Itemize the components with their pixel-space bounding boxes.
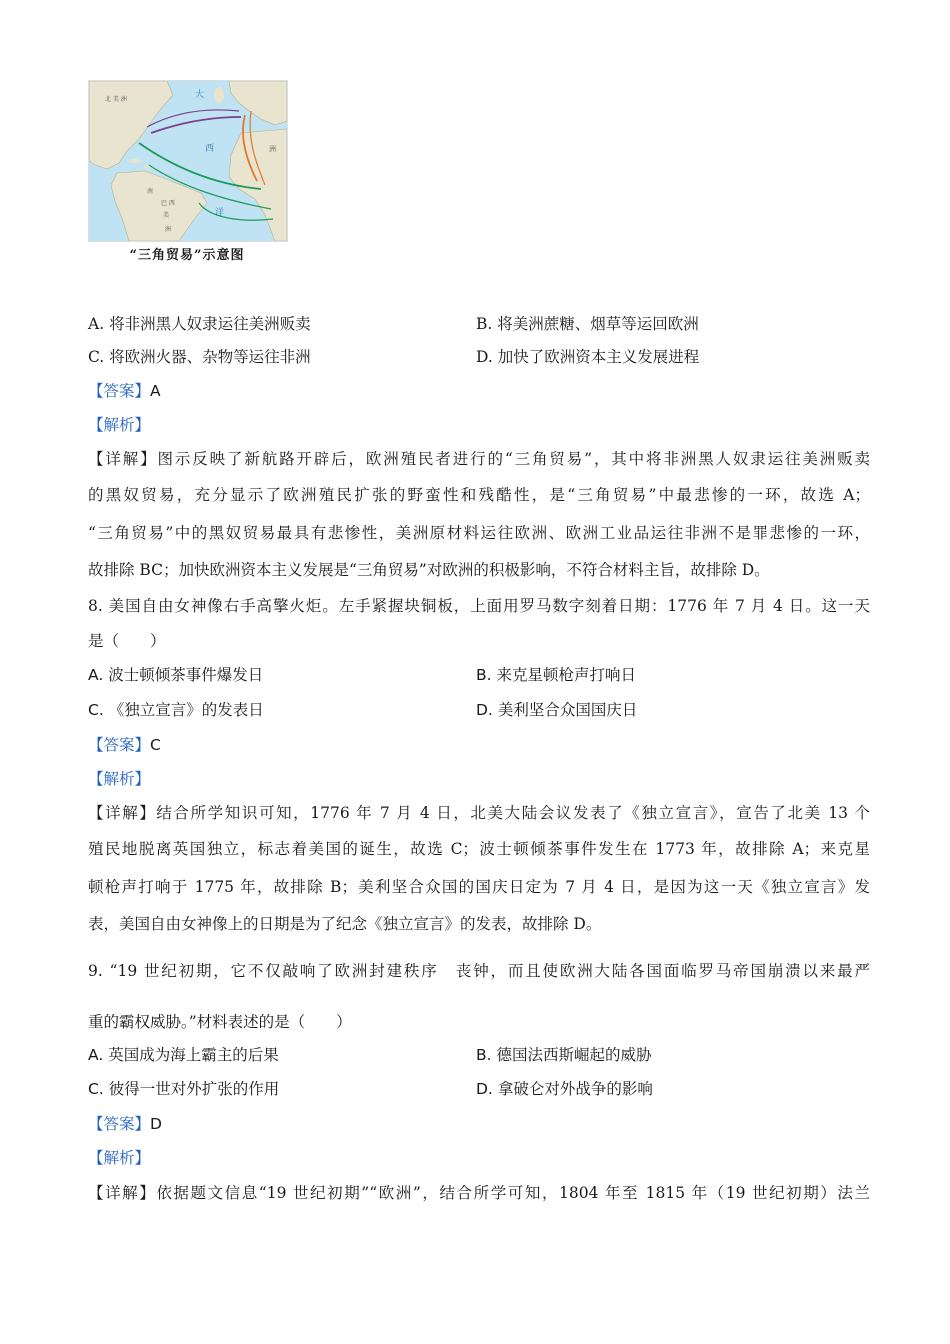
q9-option-c: C. 彼得一世对外扩张的作用 [88,1080,280,1098]
map-label-south-america-3: 洲 [165,226,172,233]
map-label-south-america-1: 南 [147,188,154,195]
q7-detail-line-3: “三角贸易”中的黑奴贸易最具有悲惨性，美洲原材料运往欧洲、欧洲工业品运往非洲不是罪悲惨的一环， [88,524,870,542]
q8-analysis: 【解析】 [88,770,151,788]
q9-detail-line-1: 【详解】依据题文信息“19 世纪初期”“欧洲”，结合所学可知，1804 年至 1815 年（19 世纪初期）法兰 [88,1184,870,1202]
triangle-trade-map [88,80,288,242]
q9-option-b: B. 德国法西斯崛起的威胁 [476,1046,652,1064]
q8-option-a: A. 波士顿倾茶事件爆发日 [88,666,264,684]
q8-answer: 【答案】C [88,736,161,754]
q8-detail-line-2: 殖民地脱离英国独立，标志着美国的诞生，故选 C；波士顿倾茶事件发生在 1773 年，故排除 A；来克星 [88,840,870,858]
map-label-north-america: 北 美 洲 [105,96,127,103]
britain-land [214,87,224,103]
q9-analysis: 【解析】 [88,1149,151,1167]
q8-option-b: B. 来克星顿枪声打响日 [476,666,637,684]
q8-stem-line-2: 是（ ） [88,632,166,650]
q7-detail-line-1: 【详解】图示反映了新航路开辟后，欧洲殖民者进行的“三角贸易”，其中将非洲黑人奴隶运往美洲贩卖 [88,450,870,468]
q8-detail-line-4: 表，美国自由女神像上的日期是为了纪念《独立宣言》的发表，故排除 D。 [88,915,602,933]
q7-option-b: B. 将美洲蔗糖、烟草等运回欧洲 [476,315,699,333]
map-caption: “三角贸易”示意图 [129,248,245,263]
q9-stem-line-2: 重的霸权威胁。”材料表述的是（ ） [88,1013,352,1031]
q8-detail-line-3: 顿枪声打响于 1775 年，故排除 B；美利坚合众国的国庆日定为 7 月 4 日，是因为这一天《独立宣言》发 [88,878,870,896]
map-label-atlantic-1: 大 [195,90,205,100]
q7-option-d: D. 加快了欧洲资本主义发展进程 [476,348,700,366]
map-label-south-america-2: 美 [163,212,170,219]
q8-stem-line-1: 8. 美国自由女神像右手高擎火炬。左手紧握块铜板，上面用罗马数字刻着日期：1776 年 7 月 4 日。这一天 [88,597,870,615]
q9-stem-line-1: 9. “19 世纪初期，它不仅敲响了欧洲封建秩序 丧钟，而且使欧洲大陆各国面临罗马帝国崩溃以来最严 [88,962,870,980]
map-label-atlantic-3: 洋 [215,208,225,218]
map-svg [89,81,287,241]
q7-detail-line-4: 故排除 BC；加快欧洲资本主义发展是“三角贸易”对欧洲的积极影响，不符合材料主旨，故排除 D。 [88,561,770,579]
caribbean-island [128,159,142,163]
map-label-brazil: 巴 西 [161,200,175,207]
map-label-africa: 洲 [269,145,276,153]
q9-answer: 【答案】D [88,1115,162,1133]
q8-option-d: D. 美利坚合众国国庆日 [476,701,638,719]
q9-option-a: A. 英国成为海上霸主的后果 [88,1046,279,1064]
q7-analysis: 【解析】 [88,416,151,434]
q9-option-d: D. 拿破仑对外战争的影响 [476,1080,653,1098]
q7-answer: 【答案】A [88,382,161,400]
q7-detail-line-2: 的黑奴贸易，充分显示了欧洲殖民扩张的野蛮性和残酷性，是“三角贸易”中最悲惨的一环，故选 A； [88,486,870,504]
q8-detail-line-1: 【详解】结合所学知识可知，1776 年 7 月 4 日，北美大陆会议发表了《独立宣言》，宣告了北美 13 个 [88,804,870,822]
q7-option-a: A. 将非洲黑人奴隶运往美洲贩卖 [88,315,311,333]
map-label-atlantic-2: 西 [205,144,215,154]
q8-option-c: C. 《独立宣言》的发表日 [88,701,264,719]
q7-option-c: C. 将欧洲火器、杂物等运往非洲 [88,348,311,366]
